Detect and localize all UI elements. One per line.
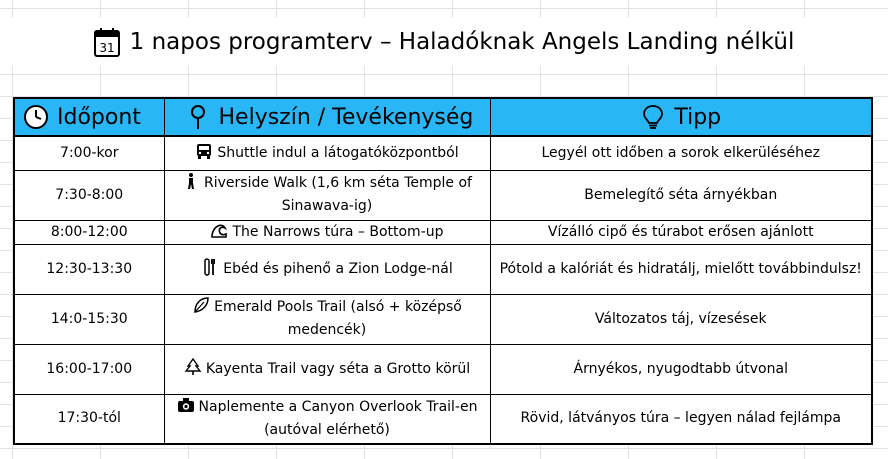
time-cell: 16:00-17:00: [14, 344, 164, 394]
tip-cell: Vízálló cipő és túrabot erősen ajánlott: [490, 220, 872, 244]
activity-text: Riverside Walk (1,6 km séta Temple of Sinawava-ig): [204, 175, 472, 214]
activity-text: The Narrows túra – Bottom-up: [232, 223, 444, 240]
time-cell: 7:00-kor: [14, 136, 164, 170]
tip-cell: Árnyékos, nyugodtabb útvonal: [490, 344, 872, 394]
title-row: [0, 18, 888, 66]
header-activity: [164, 98, 490, 136]
table-row: [14, 170, 872, 220]
table-row: [14, 244, 872, 294]
bus-icon: [195, 142, 213, 160]
table-header-row: [14, 98, 872, 136]
activity-cell: [164, 244, 490, 294]
tip-cell: Pótold a kalóriát és hidratálj, mielőtt továbbindulsz!: [490, 244, 872, 294]
hiker-icon: [182, 172, 200, 190]
activity-text: Kayenta Trail vagy séta a Grotto körül: [205, 360, 471, 377]
time-cell: 12:30-13:30: [14, 244, 164, 294]
table-row: [14, 294, 872, 344]
lightbulb-icon: [640, 104, 666, 130]
activity-text: Emerald Pools Trail (alsó + középső medencék): [214, 299, 462, 338]
activity-text: Shuttle indul a látogatóközpontból: [217, 144, 459, 161]
header-time-label: Időpont: [57, 104, 141, 130]
header-activity-label: Helyszín / Tevékenység: [218, 104, 474, 130]
clock-icon: [23, 104, 49, 130]
activity-text: Naplemente a Canyon Overlook Trail-en (autóval elérhető): [198, 398, 478, 438]
header-time: [14, 98, 164, 136]
tip-cell: Legyél ott időben a sorok elkerüléséhez: [490, 136, 872, 170]
calendar-icon: [94, 27, 120, 57]
activity-text: Ebéd és pihenő a Zion Lodge-nál: [223, 260, 453, 277]
table-row: [14, 220, 872, 244]
time-cell: 7:30-8:00: [14, 170, 164, 220]
title: [94, 27, 795, 57]
activity-cell: [164, 344, 490, 394]
pin-icon: [185, 104, 211, 130]
table-row: [14, 394, 872, 444]
activity-cell: [164, 170, 490, 220]
time-cell: 8:00-12:00: [14, 220, 164, 244]
leaf-icon: [192, 296, 210, 314]
activity-cell: [164, 220, 490, 244]
tip-cell: Bemelegítő séta árnyékban: [490, 170, 872, 220]
tree-icon: [184, 358, 202, 376]
schedule-table: [13, 97, 873, 445]
wave-icon: [210, 221, 228, 239]
page-title: 1 napos programterv – Haladóknak Angels Landing nélkül: [129, 29, 795, 55]
time-cell: 14:0-15:30: [14, 294, 164, 344]
tip-cell: Változatos táj, vízesések: [490, 294, 872, 344]
activity-cell: [164, 136, 490, 170]
table-row: [14, 344, 872, 394]
header-tip: [490, 98, 872, 136]
fork-knife-icon: [201, 258, 219, 276]
activity-cell: [164, 394, 490, 444]
camera-icon: [177, 396, 195, 414]
activity-cell: [164, 294, 490, 344]
header-tip-label: Tipp: [674, 104, 722, 130]
tip-cell: Rövid, látványos túra – legyen nálad fejlámpa: [490, 394, 872, 444]
time-cell: 17:30-tól: [14, 394, 164, 444]
table-row: [14, 136, 872, 170]
calendar-day: 31: [99, 41, 115, 55]
